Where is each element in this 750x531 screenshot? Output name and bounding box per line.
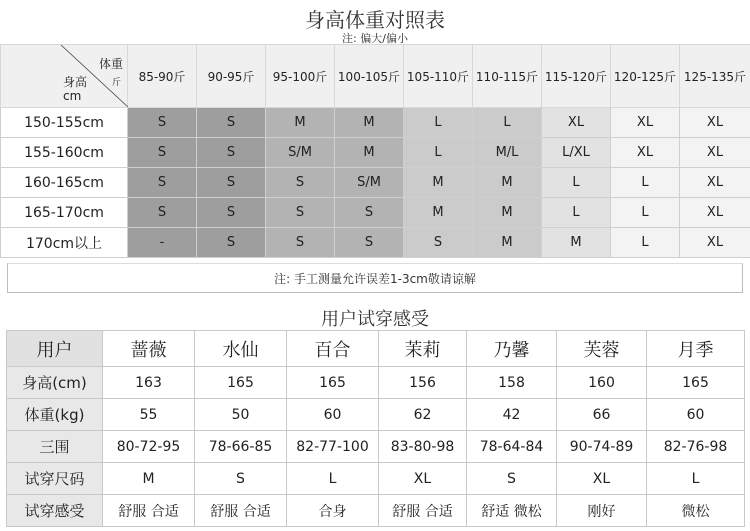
row-label: 试穿尺码 [7,463,103,495]
user-value: 42 [467,399,557,431]
size-cell: M [473,228,542,258]
size-row [1,108,750,138]
size-cell: S [128,138,197,168]
user-value: 78-66-85 [195,431,287,463]
size-cell: XL [611,138,680,168]
weight-unit-label: 斤 [111,78,121,88]
user-value: 165 [647,367,745,399]
user-header-label: 用户 [7,331,103,367]
weight-header: 105-110斤 [404,45,473,108]
user-value: 50 [195,399,287,431]
size-cell: S [266,198,335,228]
user-value: S [467,463,557,495]
user-row-feedback [7,495,745,527]
user-value: 合身 [287,495,379,527]
size-cell: S [197,138,266,168]
user-row-height [7,367,745,399]
size-cell: M [266,108,335,138]
row-label: 身高(cm) [7,367,103,399]
page-title: 身高体重对照表 [305,8,445,32]
size-cell: L [611,198,680,228]
size-cell: M [404,168,473,198]
user-value: S [195,463,287,495]
size-cell: M [335,108,404,138]
size-cell: S [197,228,266,258]
size-cell: M [542,228,611,258]
corner-header-cell [1,45,128,108]
user-value: 90-74-89 [557,431,647,463]
user-value: 156 [379,367,467,399]
weight-axis-label: 体重 [98,57,123,71]
size-cell: XL [680,138,750,168]
weight-header: 100-105斤 [335,45,404,108]
size-cell: S [404,228,473,258]
user-value: 60 [647,399,745,431]
size-chart-table [0,44,750,258]
user-name: 茉莉 [379,331,467,367]
size-cell: S/M [266,138,335,168]
page-subtitle: 注: 偏大/偏小 [342,32,408,45]
user-value: 83-80-98 [379,431,467,463]
user-value: L [287,463,379,495]
weight-header: 115-120斤 [542,45,611,108]
size-cell: L [473,108,542,138]
user-value: 158 [467,367,557,399]
height-cell: 160-165cm [1,168,128,198]
weight-header: 125-135斤 [680,45,750,108]
size-row [1,138,750,168]
height-cell: 155-160cm [1,138,128,168]
height-cell: 170cm以上 [1,228,128,258]
weight-header: 90-95斤 [197,45,266,108]
size-cell: L [404,138,473,168]
user-value: 163 [103,367,195,399]
height-axis-label: 身高 [63,75,88,89]
size-cell: L [611,168,680,198]
size-cell: S/M [335,168,404,198]
user-value: 舒服 合适 [195,495,287,527]
weight-header: 85-90斤 [128,45,197,108]
user-value: 55 [103,399,195,431]
size-cell: - [128,228,197,258]
size-cell: S [128,108,197,138]
user-value: 160 [557,367,647,399]
size-cell: XL [680,228,750,258]
user-value: 舒适 微松 [467,495,557,527]
size-cell: S [197,108,266,138]
user-value: 165 [287,367,379,399]
size-cell: XL [680,108,750,138]
user-value: 165 [195,367,287,399]
row-label: 三围 [7,431,103,463]
row-label: 试穿感受 [7,495,103,527]
user-value: 刚好 [557,495,647,527]
weight-header: 95-100斤 [266,45,335,108]
user-value: 78-64-84 [467,431,557,463]
size-cell: XL [542,108,611,138]
size-cell: S [128,168,197,198]
user-value: 82-77-100 [287,431,379,463]
size-cell: M [335,138,404,168]
size-cell: XL [680,198,750,228]
user-value: L [647,463,745,495]
size-cell: L [611,228,680,258]
user-row-size [7,463,745,495]
size-cell: L [542,168,611,198]
size-cell: M [404,198,473,228]
size-cell: L/XL [542,138,611,168]
size-cell: L [542,198,611,228]
user-value: M [103,463,195,495]
user-value: XL [379,463,467,495]
height-unit-label: cm [63,89,82,103]
user-row-weight [7,399,745,431]
size-cell: S [128,198,197,228]
size-header-row [1,45,750,108]
size-row [1,168,750,198]
user-value: XL [557,463,647,495]
user-value: 66 [557,399,647,431]
user-value: 62 [379,399,467,431]
size-cell: M/L [473,138,542,168]
user-row-measurements [7,431,745,463]
user-section-title: 用户试穿感受 [321,309,429,330]
weight-header: 120-125斤 [611,45,680,108]
size-cell: M [473,198,542,228]
row-label: 体重(kg) [7,399,103,431]
height-cell: 165-170cm [1,198,128,228]
size-cell: M [473,168,542,198]
size-cell: XL [680,168,750,198]
user-name: 蔷薇 [103,331,195,367]
user-value: 微松 [647,495,745,527]
size-cell: S [266,228,335,258]
user-name: 乃馨 [467,331,557,367]
size-cell: L [404,108,473,138]
user-name: 芙蓉 [557,331,647,367]
size-cell: S [335,228,404,258]
user-value: 舒服 合适 [103,495,195,527]
user-value: 82-76-98 [647,431,745,463]
size-row [1,228,750,258]
size-cell: S [197,168,266,198]
size-row [1,198,750,228]
height-cell: 150-155cm [1,108,128,138]
size-cell: S [197,198,266,228]
user-name: 水仙 [195,331,287,367]
user-header-row [7,331,745,367]
measurement-note: 注: 手工测量允许误差1-3cm敬请谅解 [7,263,743,293]
user-value: 舒服 合适 [379,495,467,527]
user-name: 月季 [647,331,745,367]
user-value: 80-72-95 [103,431,195,463]
user-value: 60 [287,399,379,431]
size-cell: XL [611,108,680,138]
user-fitting-table [6,330,745,527]
size-cell: S [266,168,335,198]
weight-header: 110-115斤 [473,45,542,108]
size-cell: S [335,198,404,228]
user-name: 百合 [287,331,379,367]
